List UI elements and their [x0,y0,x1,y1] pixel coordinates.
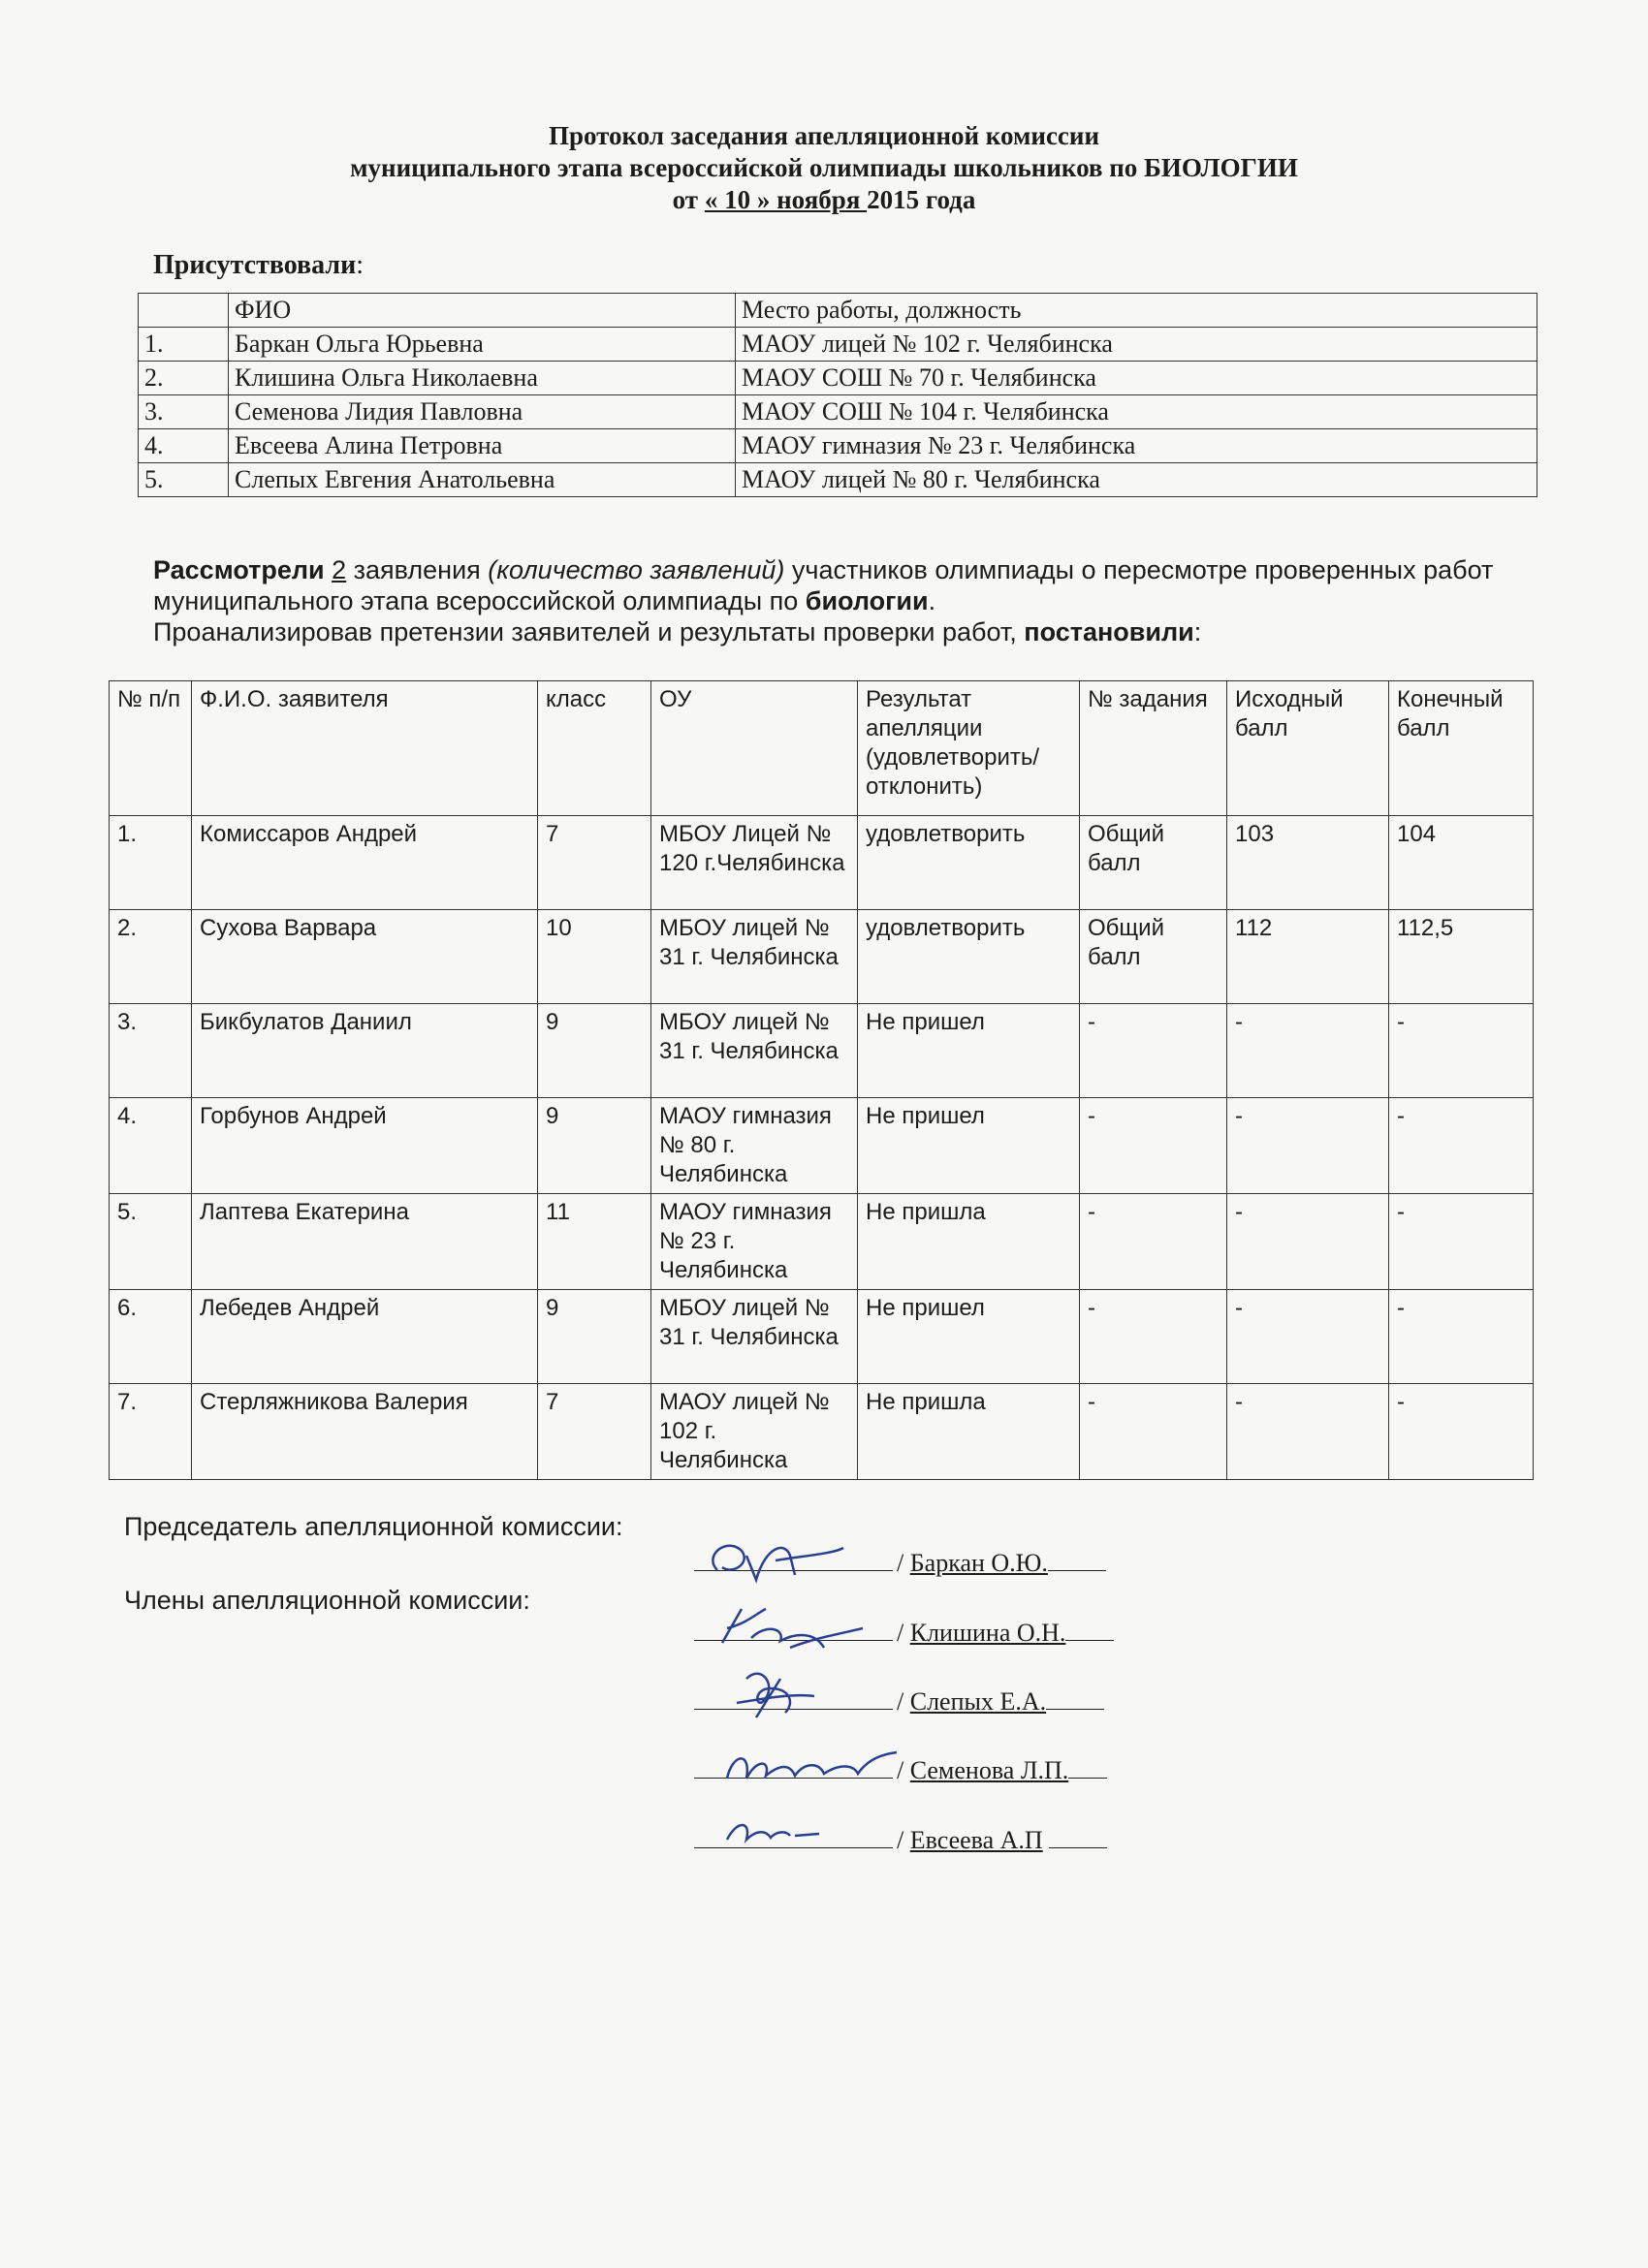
applicant-name: Лаптева Екатерина [192,1194,538,1290]
table-row [139,395,1537,429]
grade: 7 [538,816,651,910]
member-number: 3. [139,395,229,429]
paragraph-bold-lead: Рассмотрели [153,555,333,584]
task-number: - [1080,1098,1227,1194]
paragraph-italic: (количество заявлений) [488,555,785,584]
appeal-number: 2. [110,910,192,1004]
table-row [139,429,1537,463]
final-score: - [1389,1194,1534,1290]
final-score: - [1389,1004,1534,1098]
members-table-header [139,294,1537,328]
document-title [0,120,1648,216]
school: МАОУ лицей № 102 г. Челябинска [651,1384,858,1480]
title-line-3 [0,184,1648,216]
grade: 9 [538,1290,651,1384]
header-cell: № п/п [110,681,192,816]
initial-score: - [1227,1194,1389,1290]
final-score: - [1389,1098,1534,1194]
school: МБОУ Лицей № 120 г.Челябинска [651,816,858,910]
member-name: Евсеева Алина Петровна [229,429,736,463]
appeal-result: Не пришла [858,1194,1080,1290]
member-workplace: МАОУ СОШ № 104 г. Челябинска [736,395,1537,429]
header-cell: № задания [1080,681,1227,816]
signer-name: Слепых Е.А. [909,1687,1047,1716]
initial-score: - [1227,1004,1389,1098]
present-label-text: Присутствовали [153,250,357,280]
signer-name: Евсеева А.П [909,1826,1043,1854]
signature-mark [698,1735,911,1803]
grade: 10 [538,910,651,1004]
final-score: 104 [1389,816,1534,910]
member-name: Клишина Ольга Николаевна [229,362,736,395]
applicant-name: Стерляжникова Валерия [192,1384,538,1480]
final-score: - [1389,1384,1534,1480]
school: МАОУ гимназия № 23 г. Челябинска [651,1194,858,1290]
grade: 11 [538,1194,651,1290]
member-name: Семенова Лидия Павловна [229,395,736,429]
member-workplace: МАОУ СОШ № 70 г. Челябинска [736,362,1537,395]
appeal-number: 7. [110,1384,192,1480]
table-row [110,910,1534,1004]
task-number: Общий балл [1080,910,1227,1004]
applicant-name: Сухова Варвара [192,910,538,1004]
members-label: Члены апелляционной комиссии: [124,1586,530,1615]
table-row [139,463,1537,497]
header-cell [139,294,229,328]
applicant-name: Бикбулатов Даниил [192,1004,538,1098]
school: МБОУ лицей № 31 г. Челябинска [651,910,858,1004]
member-number: 5. [139,463,229,497]
member-number: 2. [139,362,229,395]
appeal-result: удовлетворить [858,816,1080,910]
header-cell: ОУ [651,681,858,816]
table-row [110,816,1534,910]
appeals-table-header [110,681,1534,816]
appeals-table [109,680,1534,1480]
member-workplace: МАОУ гимназия № 23 г. Челябинска [736,429,1537,463]
title-year: 2015 года [867,185,976,214]
slash: / [897,1826,910,1854]
member-workplace: МАОУ лицей № 80 г. Челябинска [736,463,1537,497]
signature-mark [698,1594,882,1662]
table-row [110,1004,1534,1098]
title-line-2: муниципального этапа всероссийской олимпиады школьников по БИОЛОГИИ [350,153,1298,182]
initial-score: - [1227,1098,1389,1194]
header-cell: Исходный балл [1227,681,1389,816]
final-score: 112,5 [1389,910,1534,1004]
initial-score: 112 [1227,910,1389,1004]
title-date: « 10 » ноября [704,185,868,214]
school: МБОУ лицей № 31 г. Челябинска [651,1290,858,1384]
subject-name: биологии [805,586,929,615]
present-label [153,250,364,281]
present-label-colon: : [356,250,364,280]
title-date-prefix: от [672,185,705,214]
appeal-number: 3. [110,1004,192,1098]
task-number: Общий балл [1080,816,1227,910]
school: МАОУ гимназия № 80 г. Челябинска [651,1098,858,1194]
paragraph-text: Проанализировав претензии заявителей и результаты проверки работ, [153,617,1025,646]
task-number: - [1080,1004,1227,1098]
appeal-number: 6. [110,1290,192,1384]
appeal-result: Не пришел [858,1290,1080,1384]
decision-word: постановили [1024,617,1194,646]
appeal-number: 1. [110,816,192,910]
paragraph-text: : [1193,617,1202,646]
table-row [110,1290,1534,1384]
header-cell: Место работы, должность [736,294,1537,328]
appeal-result: Не пришла [858,1384,1080,1480]
member-name: Слепых Евгения Анатольевна [229,463,736,497]
appeal-result: Не пришел [858,1098,1080,1194]
member-number: 4. [139,429,229,463]
signature-mark [698,1527,882,1594]
school: МБОУ лицей № 31 г. Челябинска [651,1004,858,1098]
grade: 9 [538,1098,651,1194]
header-cell: Конечный балл [1389,681,1534,816]
signer-name: Баркан О.Ю. [909,1549,1048,1577]
table-row [110,1098,1534,1194]
signer-name: Клишина О.Н. [909,1619,1066,1647]
header-cell: класс [538,681,651,816]
task-number: - [1080,1290,1227,1384]
header-cell: ФИО [229,294,736,328]
grade: 7 [538,1384,651,1480]
header-cell: Ф.И.О. заявителя [192,681,538,816]
member-name: Баркан Ольга Юрьевна [229,328,736,362]
initial-score: 103 [1227,816,1389,910]
applicant-name: Комиссаров Андрей [192,816,538,910]
table-row [139,328,1537,362]
member-workplace: МАОУ лицей № 102 г. Челябинска [736,328,1537,362]
table-row [110,1194,1534,1290]
appeal-result: Не пришел [858,1004,1080,1098]
header-cell: Результат апелляции (удовлетворить/ отклонить) [858,681,1080,816]
slash: / [897,1687,910,1716]
paragraph-text: заявления [346,555,489,584]
paragraph-text: участников олимпиады о пересмотре проверенных работ муниципального этапа всероссийской олимпиады по [153,555,1494,615]
table-row [139,362,1537,395]
commission-members-table [138,293,1537,497]
title-line-1: Протокол заседания апелляционной комиссии [548,121,1100,150]
signature-mark [698,1659,882,1737]
task-number: - [1080,1194,1227,1290]
paragraph-text: . [928,586,936,615]
slash: / [897,1756,910,1784]
chair-label: Председатель апелляционной комиссии: [124,1512,623,1541]
final-score: - [1389,1290,1534,1384]
signer-name: Семенова Л.П. [909,1756,1069,1784]
appeal-result: удовлетворить [858,910,1080,1004]
applicant-name: Лебедев Андрей [192,1290,538,1384]
appeal-number: 4. [110,1098,192,1194]
initial-score: - [1227,1290,1389,1384]
signature-mark [698,1801,882,1859]
application-count: 2 [332,555,347,584]
appeal-number: 5. [110,1194,192,1290]
applicant-name: Горбунов Андрей [192,1098,538,1194]
slash: / [897,1549,910,1577]
table-row [110,1384,1534,1480]
decision-paragraph [153,554,1510,647]
grade: 9 [538,1004,651,1098]
task-number: - [1080,1384,1227,1480]
initial-score: - [1227,1384,1389,1480]
slash: / [897,1619,910,1647]
member-number: 1. [139,328,229,362]
